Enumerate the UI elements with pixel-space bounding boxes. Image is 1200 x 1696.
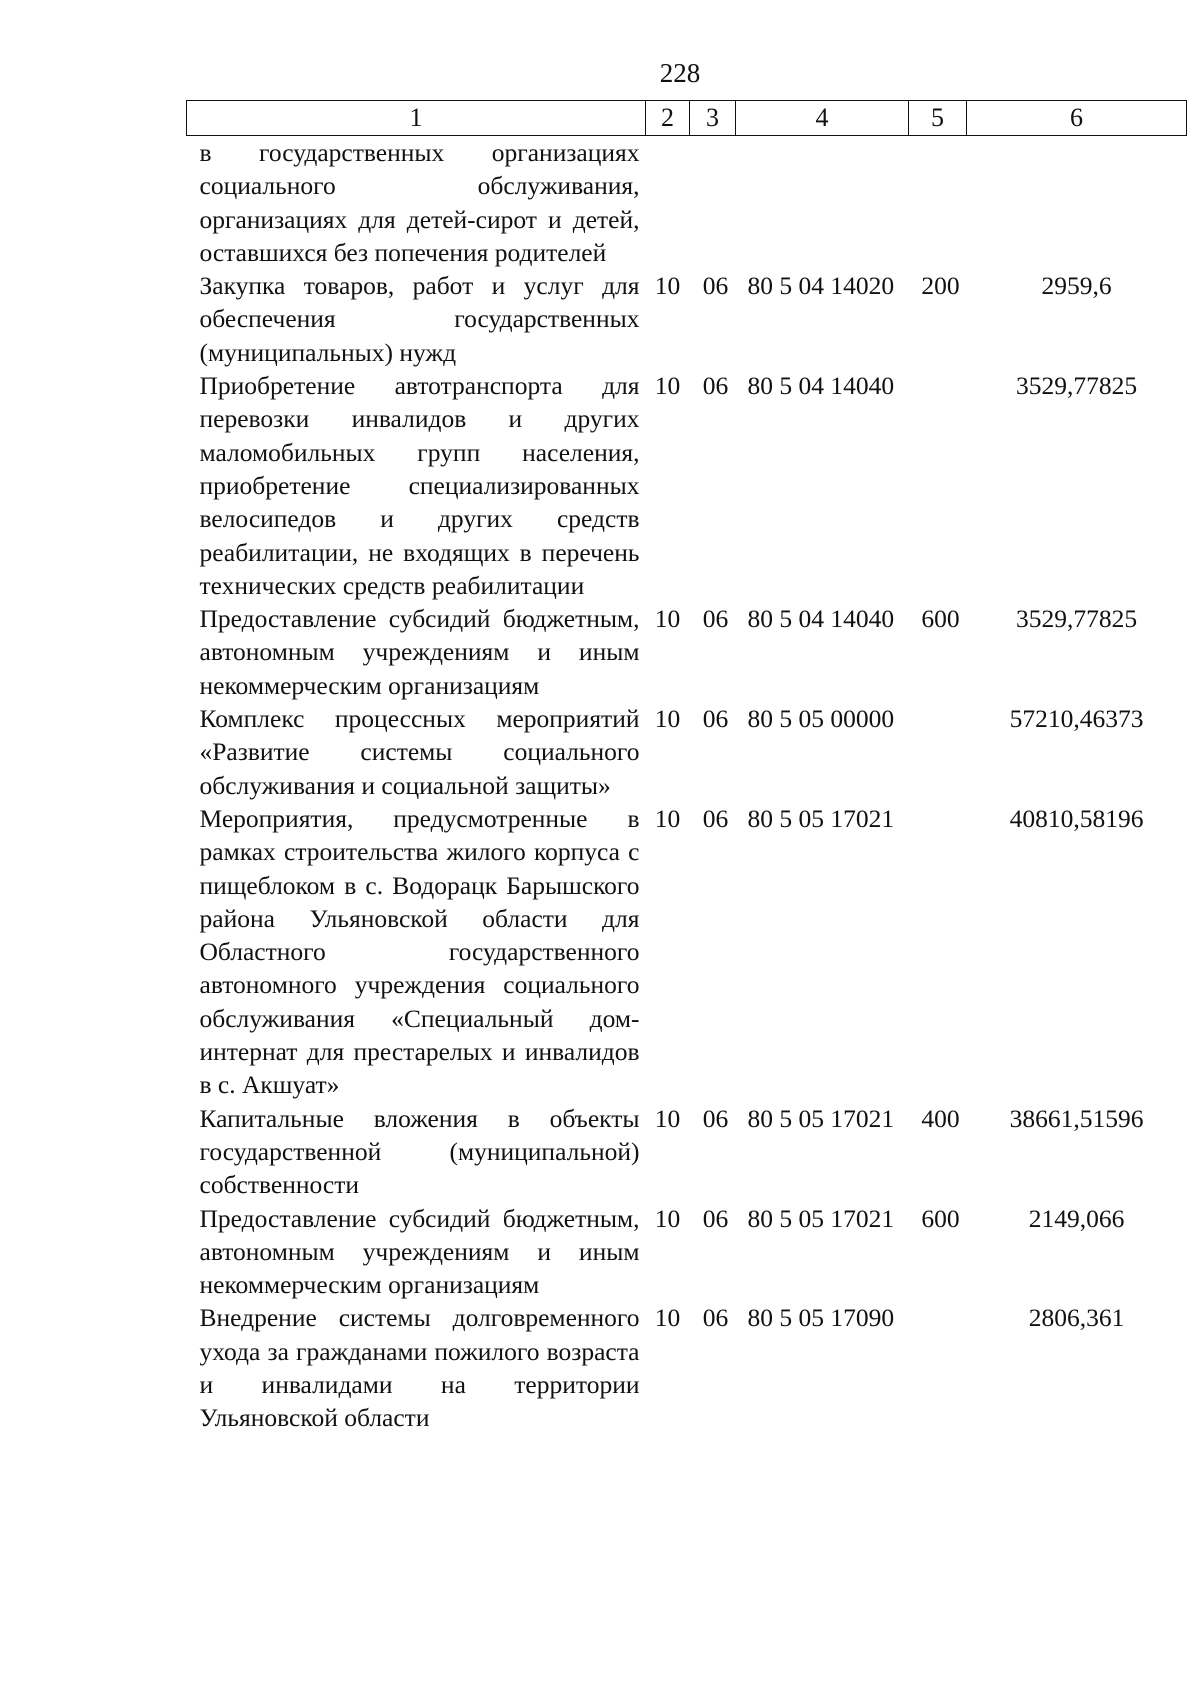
row-section: 10 xyxy=(654,704,681,734)
row-subsection: 06 xyxy=(702,371,729,401)
row-expense-type xyxy=(909,802,967,1102)
row-section: 10 xyxy=(654,1203,681,1233)
row-target-code: 80 5 05 17021 xyxy=(747,1103,895,1133)
row-expense-type xyxy=(909,1301,967,1434)
row-expense-type xyxy=(909,702,967,802)
row-section: 10 xyxy=(654,371,681,401)
row-subsection: 06 xyxy=(702,604,729,634)
row-amount: 38661,51596 xyxy=(1009,1103,1144,1133)
budget-table xyxy=(186,100,1187,1435)
table-row xyxy=(187,369,1187,602)
table-row xyxy=(187,136,1187,270)
row-target-code xyxy=(736,136,909,270)
row-target-code: 80 5 05 17021 xyxy=(747,1203,895,1233)
row-subsection: 06 xyxy=(702,1203,729,1233)
table-row xyxy=(187,702,1187,802)
row-target-code: 80 5 04 14020 xyxy=(747,271,895,301)
row-subsection: 06 xyxy=(702,1303,729,1333)
table-row xyxy=(187,1102,1187,1202)
row-subsection: 06 xyxy=(702,271,729,301)
row-expense-type: 400 xyxy=(921,1103,960,1133)
row-target-code: 80 5 04 14040 xyxy=(747,604,895,634)
page-number: 228 xyxy=(659,58,701,88)
header-col-6: 6 xyxy=(967,101,1187,136)
row-amount: 2149,066 xyxy=(1028,1203,1125,1233)
row-expense-type xyxy=(909,369,967,602)
row-expense-type: 600 xyxy=(921,604,960,634)
row-expense-type: 200 xyxy=(921,271,960,301)
table-body xyxy=(187,136,1187,1435)
row-expense-type: 600 xyxy=(921,1203,960,1233)
table-row xyxy=(187,269,1187,369)
row-amount xyxy=(967,136,1187,270)
row-amount: 57210,46373 xyxy=(1009,704,1144,734)
row-name: Предоставление субсидий бюджетным, автономным учреждениям и иным некоммерческим организациям xyxy=(199,1203,640,1300)
row-subsection xyxy=(690,136,736,270)
header-col-4: 4 xyxy=(736,101,909,136)
row-amount: 3529,77825 xyxy=(1015,371,1138,401)
row-name: Комплекс процессных мероприятий «Развитие системы социального обслуживания и социальной защиты» xyxy=(199,704,640,800)
header-col-1: 1 xyxy=(187,101,646,136)
row-name: Приобретение автотранспорта для перевозки инвалидов и других маломобильных групп населения, приобретение специализированных велосипедов и других средств реабилитации, не входящих в перечень технических средств реабилитации xyxy=(199,371,640,600)
header-col-3: 3 xyxy=(690,101,736,136)
row-target-code: 80 5 05 17021 xyxy=(747,803,895,833)
row-name: Внедрение системы долговременного ухода за гражданами пожилого возраста и инвалидами на территории Ульяновской области xyxy=(199,1303,640,1433)
table-header xyxy=(187,101,1187,136)
table-row xyxy=(187,1301,1187,1434)
row-section: 10 xyxy=(654,271,681,301)
row-name: в государственных организациях социального обслуживания, организациях для детей-сирот и детей, оставшихся без попечения родителей xyxy=(199,138,640,267)
row-name: Предоставление субсидий бюджетным, автономным учреждениям и иным некоммерческим организациям xyxy=(199,604,640,700)
header-col-5: 5 xyxy=(909,101,967,136)
row-subsection: 06 xyxy=(702,704,729,734)
row-section: 10 xyxy=(654,604,681,634)
table-row xyxy=(187,1202,1187,1302)
row-section: 10 xyxy=(654,803,681,833)
row-target-code: 80 5 05 17090 xyxy=(747,1303,895,1333)
row-subsection: 06 xyxy=(702,803,729,833)
header-row xyxy=(187,101,1187,136)
row-target-code: 80 5 05 00000 xyxy=(747,704,895,734)
header-col-2: 2 xyxy=(646,101,690,136)
row-section: 10 xyxy=(654,1103,681,1133)
row-amount: 40810,58196 xyxy=(1009,803,1144,833)
table-row xyxy=(187,802,1187,1102)
row-expense-type xyxy=(909,136,967,270)
row-name: Мероприятия, предусмотренные в рамках строительства жилого корпуса с пищеблоком в с. Водорацк Барышского района Ульяновской области для Областного государственного автономного учреждения социального обслуживания «Специальный дом-интернат для престарелых и инвалидов в с. Акшуат» xyxy=(199,803,640,1100)
row-name: Капитальные вложения в объекты государственной (муниципальной) собственности xyxy=(199,1103,640,1200)
row-amount: 2959,6 xyxy=(1041,271,1112,301)
row-amount: 2806,361 xyxy=(1028,1303,1125,1333)
row-target-code: 80 5 04 14040 xyxy=(747,371,895,401)
row-section: 10 xyxy=(654,1303,681,1333)
row-section xyxy=(646,136,690,270)
table-row xyxy=(187,602,1187,702)
row-name: Закупка товаров, работ и услуг для обеспечения государственных (муниципальных) нужд xyxy=(199,271,640,367)
row-amount: 3529,77825 xyxy=(1015,604,1138,634)
row-subsection: 06 xyxy=(702,1103,729,1133)
